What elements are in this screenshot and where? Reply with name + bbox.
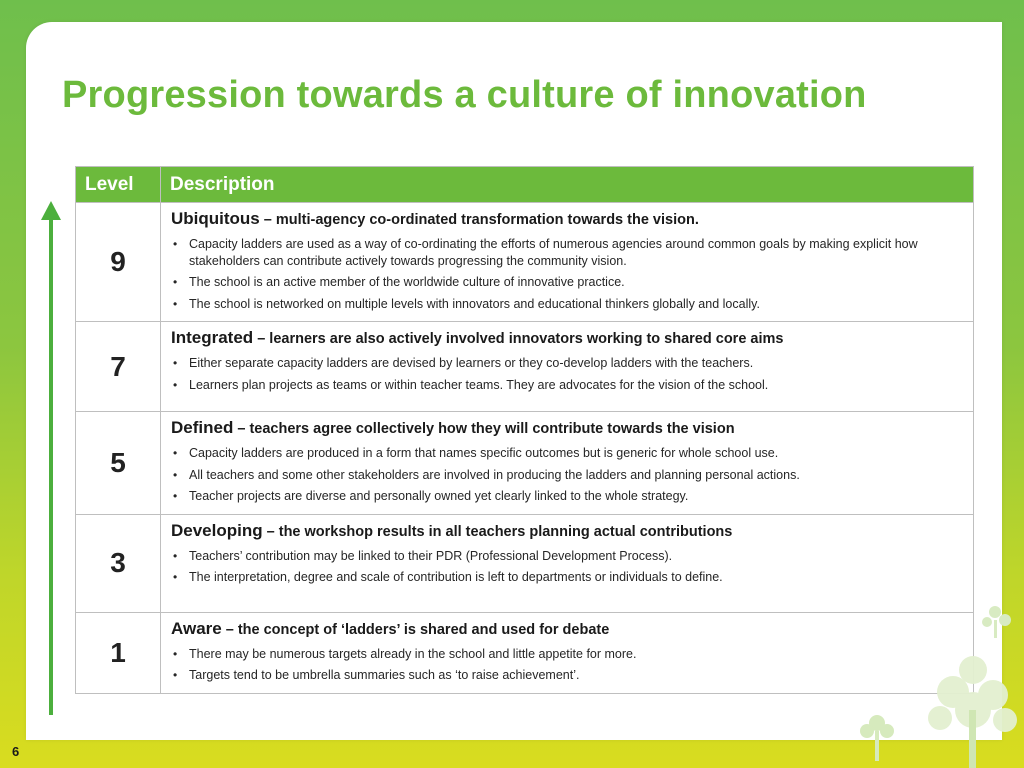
level-heading bbox=[171, 328, 963, 349]
list-item: • Teachers’ contribution may be linked to their PDR (Professional Development Process). bbox=[171, 548, 963, 565]
level-heading bbox=[171, 418, 963, 439]
level-summary: – learners are also actively involved innovators working to shared core aims bbox=[253, 331, 784, 347]
table-row bbox=[76, 412, 974, 515]
level-summary: – multi-agency co-ordinated transformation towards the vision. bbox=[259, 212, 699, 228]
level-term: Aware bbox=[171, 618, 222, 638]
level-term: Ubiquitous bbox=[171, 209, 260, 228]
tree-decoration-icon bbox=[905, 600, 1024, 768]
table-header-row bbox=[76, 167, 974, 203]
level-number: 1 bbox=[76, 612, 161, 693]
level-number: 9 bbox=[76, 203, 161, 322]
list-item: • The interpretation, degree and scale of contribution is left to departments or individuals to define. bbox=[171, 569, 963, 586]
level-number: 3 bbox=[76, 514, 161, 612]
table-row bbox=[76, 514, 974, 612]
level-term: Integrated bbox=[171, 328, 254, 347]
page-title: Progression towards a culture of innovation bbox=[62, 74, 867, 116]
list-item: • Learners plan projects as teams or within teacher teams. They are advocates for the vision of the school. bbox=[171, 377, 963, 394]
levels-table bbox=[75, 166, 974, 694]
list-item: • Capacity ladders are produced in a form that names specific outcomes but is generic for whole school use. bbox=[171, 445, 963, 462]
level-heading bbox=[171, 619, 963, 640]
level-term: Defined bbox=[171, 418, 234, 437]
bullet-list bbox=[171, 548, 963, 586]
level-description bbox=[161, 322, 974, 412]
list-item: • All teachers and some other stakeholders are involved in producing the ladders and planning personal actions. bbox=[171, 467, 963, 484]
list-item: • The school is networked on multiple levels with innovators and educational thinkers globally and locally. bbox=[171, 296, 963, 313]
page-number: 6 bbox=[12, 744, 20, 759]
progression-arrow-shaft bbox=[49, 218, 53, 715]
column-header-level: Level bbox=[76, 167, 161, 203]
level-description bbox=[161, 412, 974, 515]
bullet-list bbox=[171, 355, 963, 393]
bullet-list bbox=[171, 236, 963, 312]
level-term: Developing bbox=[171, 520, 263, 540]
list-item: • Teacher projects are diverse and personally owned yet clearly linked to the whole strategy. bbox=[171, 488, 963, 505]
bullet-list bbox=[171, 445, 963, 505]
list-item: • There may be numerous targets already in the school and little appetite for more. bbox=[171, 646, 963, 663]
list-item: • The school is an active member of the worldwide culture of innovative practice. bbox=[171, 274, 963, 291]
level-description bbox=[161, 612, 974, 693]
table-row bbox=[76, 203, 974, 322]
list-item: • Either separate capacity ladders are devised by learners or they co-develop ladders with the teachers. bbox=[171, 355, 963, 372]
level-summary: – the workshop results in all teachers planning actual contributions bbox=[262, 523, 733, 540]
level-description bbox=[161, 203, 974, 322]
list-item: • Capacity ladders are used as a way of co-ordinating the efforts of numerous agencies around common goals by making explicit how stakeholders can contribute actively towards progressing the community vision. bbox=[171, 236, 963, 269]
table-row bbox=[76, 612, 974, 693]
column-header-description: Description bbox=[161, 167, 974, 203]
level-number: 5 bbox=[76, 412, 161, 515]
table-row bbox=[76, 322, 974, 412]
level-description bbox=[161, 514, 974, 612]
level-heading bbox=[171, 521, 963, 542]
list-item: • Targets tend to be umbrella summaries such as ‘to raise achievement’. bbox=[171, 667, 963, 684]
level-summary: – teachers agree collectively how they will contribute towards the vision bbox=[233, 421, 735, 437]
level-heading bbox=[171, 209, 963, 230]
bullet-list bbox=[171, 646, 963, 684]
progression-arrow-icon bbox=[41, 201, 61, 220]
level-number: 7 bbox=[76, 322, 161, 412]
small-tree-decoration-icon bbox=[852, 705, 902, 765]
level-summary: – the concept of ‘ladders’ is shared and used for debate bbox=[221, 621, 610, 638]
